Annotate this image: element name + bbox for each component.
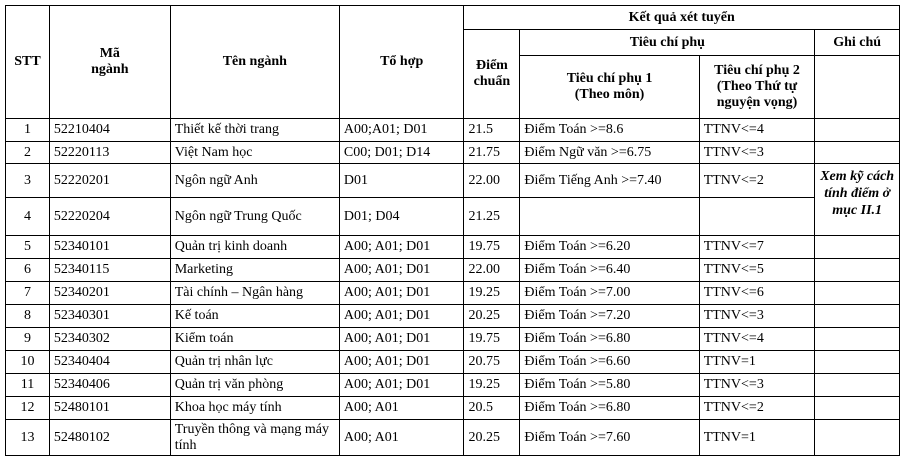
cell-to-hop: A00; A01; D01 xyxy=(339,236,464,259)
cell-tieu-chi-2 xyxy=(699,198,815,236)
cell-tieu-chi-2: TTNV<=4 xyxy=(699,119,815,142)
cell-stt: 6 xyxy=(6,259,50,282)
cell-ma-nganh: 52220113 xyxy=(49,142,170,164)
cell-diem-chuan: 19.25 xyxy=(464,282,520,305)
cell-tieu-chi-2: TTNV<=3 xyxy=(699,142,815,164)
cell-ma-nganh: 52340404 xyxy=(49,351,170,374)
header-ma-nganh: Mã ngành xyxy=(49,6,170,119)
cell-diem-chuan: 21.5 xyxy=(464,119,520,142)
cell-to-hop: C00; D01; D14 xyxy=(339,142,464,164)
cell-ma-nganh: 52340101 xyxy=(49,236,170,259)
table-row xyxy=(6,420,900,456)
table-row xyxy=(6,305,900,328)
cell-diem-chuan: 21.75 xyxy=(464,142,520,164)
cell-tieu-chi-2: TTNV=1 xyxy=(699,351,815,374)
cell-ghi-chu xyxy=(815,328,900,351)
cell-diem-chuan: 22.00 xyxy=(464,259,520,282)
cell-ma-nganh: 52480101 xyxy=(49,397,170,420)
cell-tieu-chi-2: TTNV<=5 xyxy=(699,259,815,282)
cell-tieu-chi-2: TTNV<=3 xyxy=(699,374,815,397)
cell-diem-chuan: 20.75 xyxy=(464,351,520,374)
cell-tieu-chi-2: TTNV<=6 xyxy=(699,282,815,305)
table-row xyxy=(6,397,900,420)
cell-ghi-chu xyxy=(815,142,900,164)
cell-stt: 7 xyxy=(6,282,50,305)
cell-stt: 11 xyxy=(6,374,50,397)
cell-ten-nganh: Quản trị nhân lực xyxy=(170,351,339,374)
header-ghi-chu: Ghi chú xyxy=(815,30,900,56)
header-row-1 xyxy=(6,6,900,30)
cell-ma-nganh: 52210404 xyxy=(49,119,170,142)
cell-tieu-chi-1: Điểm Toán >=6.60 xyxy=(520,351,699,374)
cell-ten-nganh: Tài chính – Ngân hàng xyxy=(170,282,339,305)
cell-tieu-chi-1 xyxy=(520,198,699,236)
cell-tieu-chi-2: TTNV<=3 xyxy=(699,305,815,328)
cell-ma-nganh: 52340302 xyxy=(49,328,170,351)
cell-ghi-chu xyxy=(815,374,900,397)
cell-stt: 8 xyxy=(6,305,50,328)
cell-ten-nganh: Marketing xyxy=(170,259,339,282)
cell-ten-nganh: Ngôn ngữ Trung Quốc xyxy=(170,198,339,236)
cell-tieu-chi-2: TTNV<=4 xyxy=(699,328,815,351)
table-row xyxy=(6,164,900,198)
cell-to-hop: A00; A01 xyxy=(339,397,464,420)
cell-ten-nganh: Truyền thông và mạng máy tính xyxy=(170,420,339,456)
cell-ma-nganh: 52340115 xyxy=(49,259,170,282)
cell-ten-nganh: Thiết kế thời trang xyxy=(170,119,339,142)
table-row xyxy=(6,351,900,374)
cell-ma-nganh: 52480102 xyxy=(49,420,170,456)
cell-diem-chuan: 19.75 xyxy=(464,236,520,259)
cell-ma-nganh: 52220204 xyxy=(49,198,170,236)
cell-ma-nganh: 52340201 xyxy=(49,282,170,305)
cell-ghi-chu xyxy=(815,351,900,374)
cell-ten-nganh: Việt Nam học xyxy=(170,142,339,164)
cell-diem-chuan: 20.25 xyxy=(464,420,520,456)
header-ket-qua: Kết quả xét tuyển xyxy=(464,6,900,30)
cell-to-hop: A00; A01; D01 xyxy=(339,282,464,305)
cell-diem-chuan: 22.00 xyxy=(464,164,520,198)
table-row xyxy=(6,282,900,305)
cell-tieu-chi-1: Điểm Toán >=7.60 xyxy=(520,420,699,456)
cell-ghi-chu xyxy=(815,420,900,456)
table-row xyxy=(6,198,900,236)
cell-diem-chuan: 20.25 xyxy=(464,305,520,328)
cell-ten-nganh: Kế toán xyxy=(170,305,339,328)
cell-stt: 3 xyxy=(6,164,50,198)
cell-ten-nganh: Quản trị văn phòng xyxy=(170,374,339,397)
cell-stt: 12 xyxy=(6,397,50,420)
cell-ten-nganh: Kiểm toán xyxy=(170,328,339,351)
cell-tieu-chi-1: Điểm Toán >=6.80 xyxy=(520,328,699,351)
header-tieu-chi-2: Tiêu chí phụ 2 (Theo Thứ tự nguyện vọng) xyxy=(699,56,815,119)
table-row xyxy=(6,328,900,351)
cell-stt: 4 xyxy=(6,198,50,236)
table-row xyxy=(6,374,900,397)
cell-ghi-chu xyxy=(815,119,900,142)
table-row xyxy=(6,236,900,259)
cell-ghi-chu xyxy=(815,305,900,328)
cell-ten-nganh: Quản trị kinh doanh xyxy=(170,236,339,259)
cell-stt: 9 xyxy=(6,328,50,351)
cell-tieu-chi-1: Điểm Ngữ văn >=6.75 xyxy=(520,142,699,164)
cell-stt: 13 xyxy=(6,420,50,456)
cell-ma-nganh: 52340301 xyxy=(49,305,170,328)
cell-ghi-chu xyxy=(815,397,900,420)
cell-stt: 5 xyxy=(6,236,50,259)
cell-ghi-chu xyxy=(815,236,900,259)
cell-to-hop: A00; A01; D01 xyxy=(339,305,464,328)
cell-tieu-chi-1: Điểm Toán >=6.80 xyxy=(520,397,699,420)
cell-ten-nganh: Ngôn ngữ Anh xyxy=(170,164,339,198)
table-row xyxy=(6,119,900,142)
header-ten-nganh: Tên ngành xyxy=(170,6,339,119)
header-diem-chuan: Điểm chuẩn xyxy=(464,30,520,119)
header-tieu-chi-phu: Tiêu chí phụ xyxy=(520,30,815,56)
table-row xyxy=(6,259,900,282)
cell-tieu-chi-2: TTNV<=2 xyxy=(699,397,815,420)
cell-to-hop: A00;A01; D01 xyxy=(339,119,464,142)
cell-tieu-chi-2: TTNV=1 xyxy=(699,420,815,456)
cell-stt: 10 xyxy=(6,351,50,374)
cell-to-hop: A00; A01; D01 xyxy=(339,351,464,374)
note-cell: Xem kỹ cách tính điểm ở mục II.1 xyxy=(815,164,900,236)
cell-ma-nganh: 52340406 xyxy=(49,374,170,397)
cell-stt: 2 xyxy=(6,142,50,164)
cell-diem-chuan: 21.25 xyxy=(464,198,520,236)
cell-tieu-chi-1: Điểm Toán >=7.00 xyxy=(520,282,699,305)
header-to-hop: Tổ hợp xyxy=(339,6,464,119)
cell-stt: 1 xyxy=(6,119,50,142)
cell-tieu-chi-1: Điểm Toán >=6.20 xyxy=(520,236,699,259)
cell-to-hop: A00; A01; D01 xyxy=(339,259,464,282)
cell-diem-chuan: 19.75 xyxy=(464,328,520,351)
cell-diem-chuan: 20.5 xyxy=(464,397,520,420)
cell-tieu-chi-1: Điểm Toán >=7.20 xyxy=(520,305,699,328)
cell-diem-chuan: 19.25 xyxy=(464,374,520,397)
cell-tieu-chi-2: TTNV<=2 xyxy=(699,164,815,198)
cell-to-hop: A00; A01; D01 xyxy=(339,374,464,397)
cell-tieu-chi-1: Điểm Toán >=6.40 xyxy=(520,259,699,282)
cell-tieu-chi-1: Điểm Tiếng Anh >=7.40 xyxy=(520,164,699,198)
cell-to-hop: D01; D04 xyxy=(339,198,464,236)
cell-ten-nganh: Khoa học máy tính xyxy=(170,397,339,420)
cell-tieu-chi-1: Điểm Toán >=5.80 xyxy=(520,374,699,397)
header-ghi-chu-blank xyxy=(815,56,900,119)
admission-results-table xyxy=(5,5,900,456)
cell-ghi-chu xyxy=(815,282,900,305)
cell-ghi-chu xyxy=(815,259,900,282)
cell-to-hop: A00; A01; D01 xyxy=(339,328,464,351)
cell-tieu-chi-2: TTNV<=7 xyxy=(699,236,815,259)
cell-to-hop: A00; A01 xyxy=(339,420,464,456)
header-tieu-chi-1: Tiêu chí phụ 1 (Theo môn) xyxy=(520,56,699,119)
table-row xyxy=(6,142,900,164)
cell-tieu-chi-1: Điểm Toán >=8.6 xyxy=(520,119,699,142)
cell-to-hop: D01 xyxy=(339,164,464,198)
header-stt: STT xyxy=(6,6,50,119)
cell-ma-nganh: 52220201 xyxy=(49,164,170,198)
